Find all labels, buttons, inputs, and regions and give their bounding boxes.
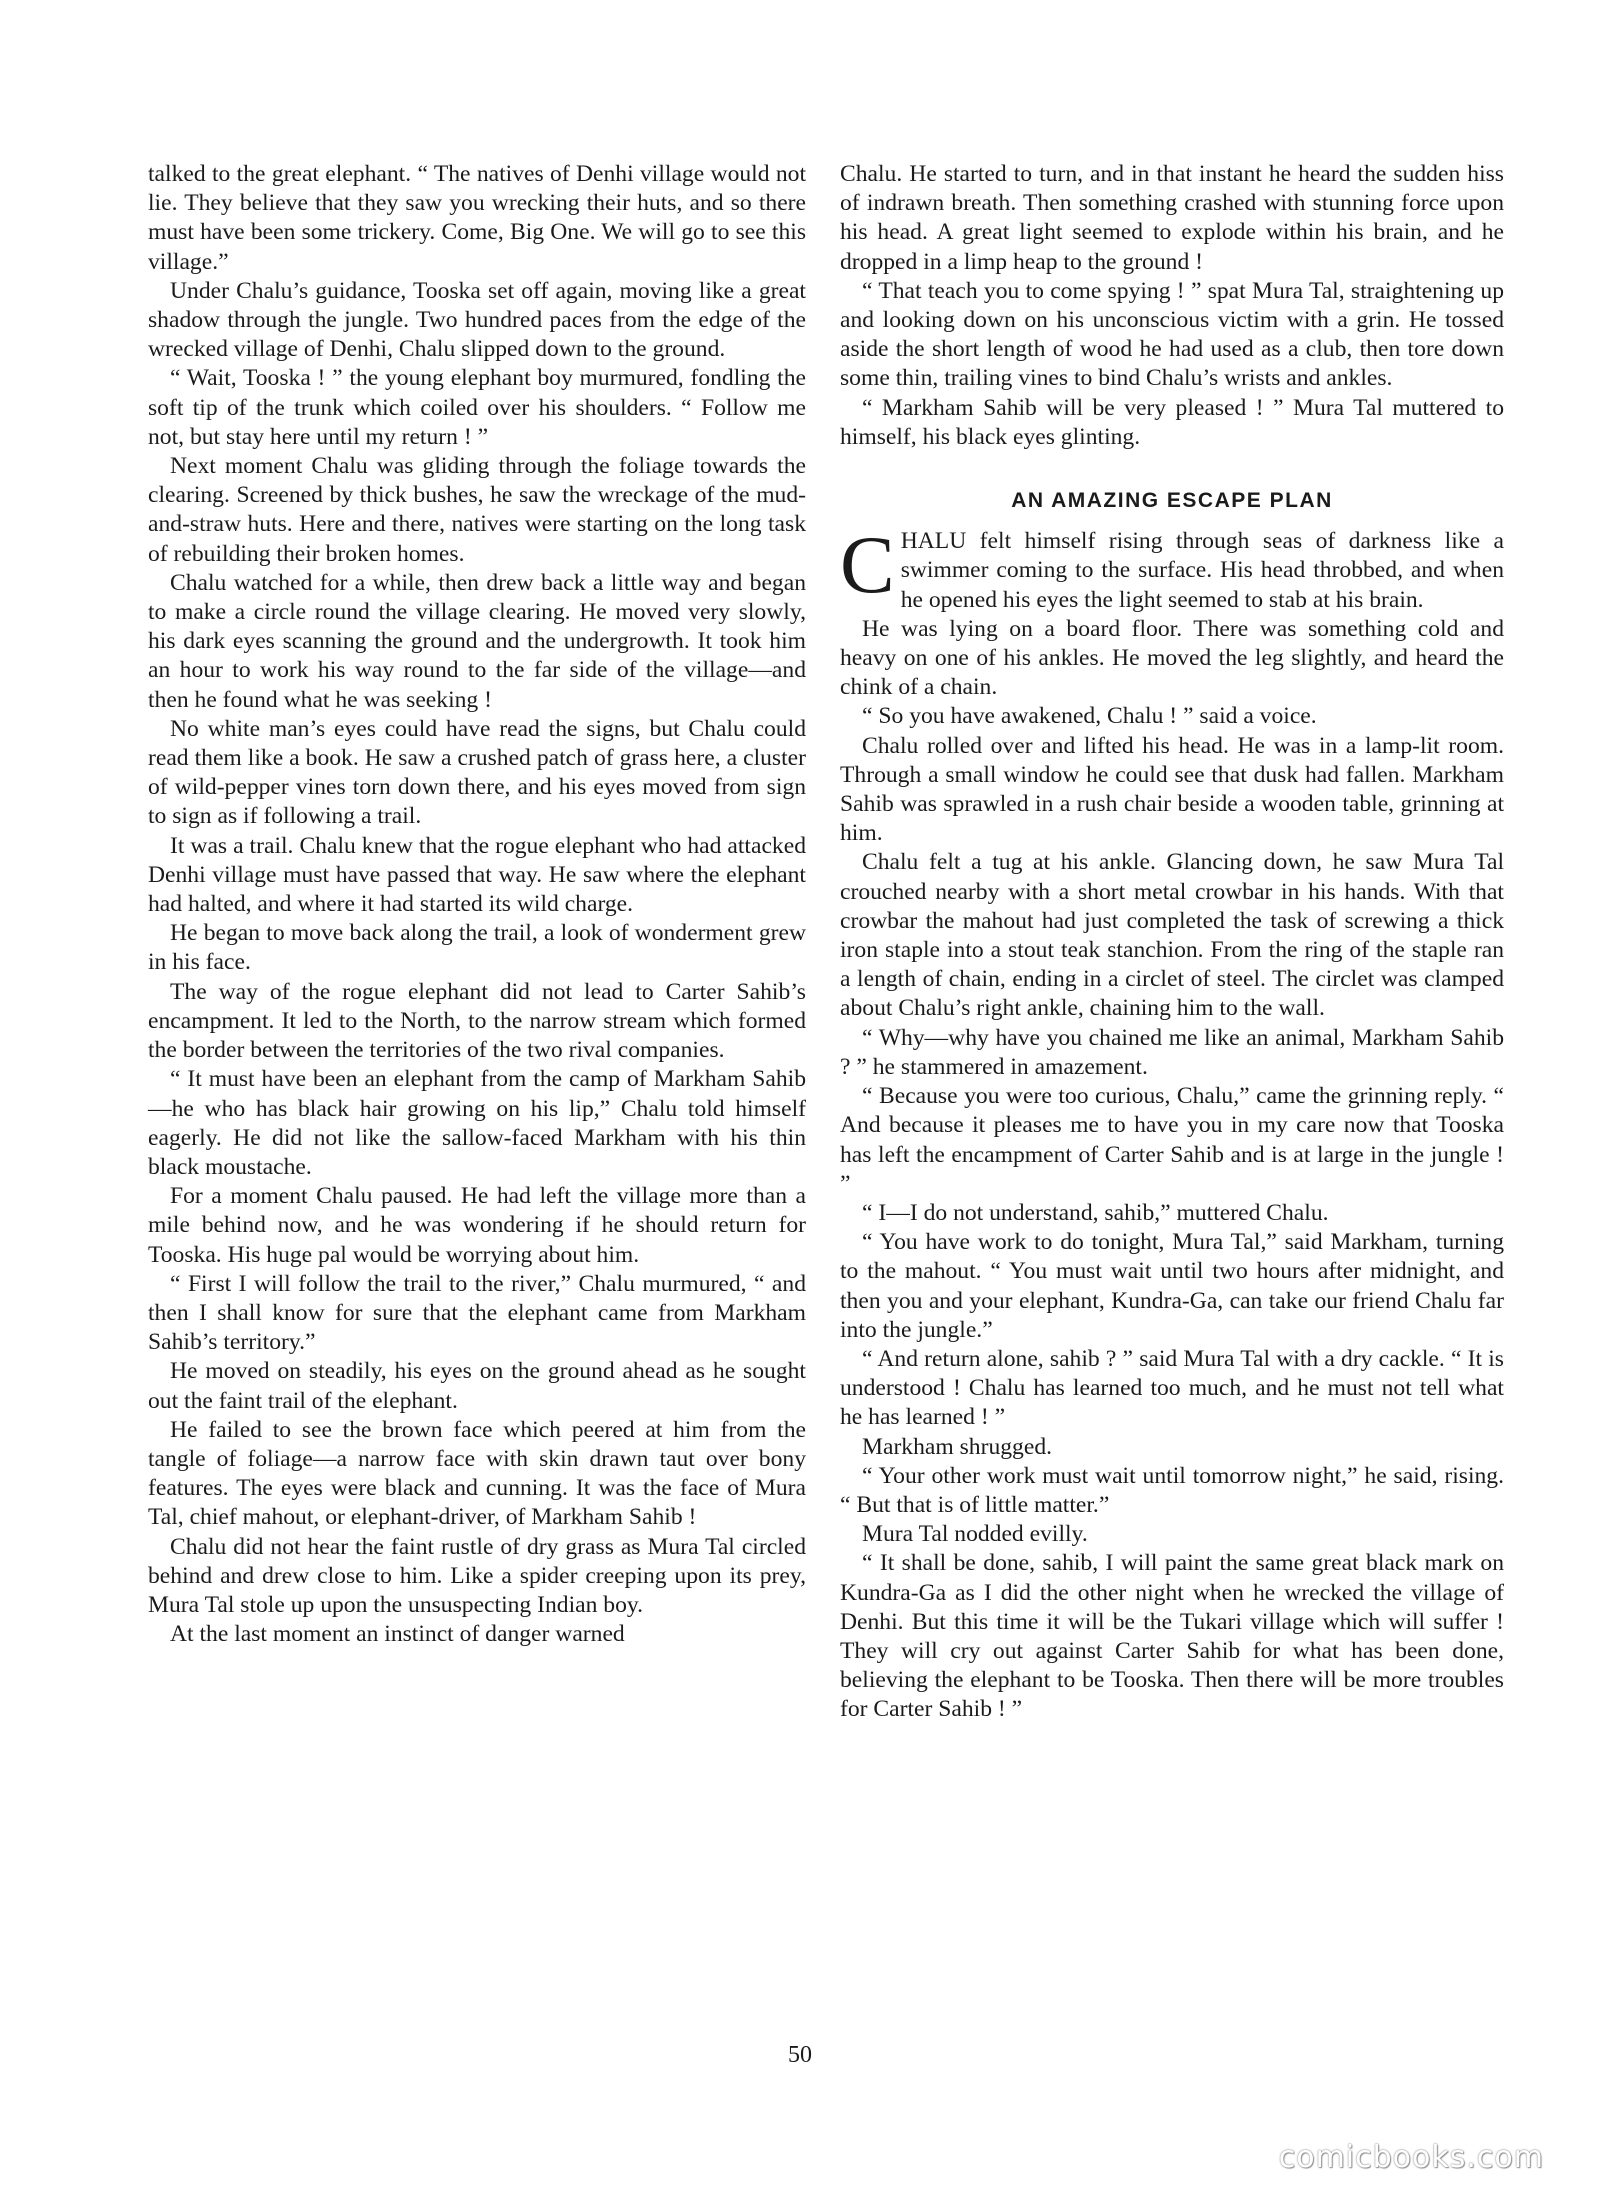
page-number: 50 bbox=[788, 2042, 812, 2068]
paragraph: Chalu watched for a while, then drew back a little way and began to make a circle round the village clearing. He moved very slowly, his dark eyes scanning the ground and the undergrowth. It took him an hour to work his way round to the far side of the village—and then he found what he was seeking ! bbox=[148, 569, 806, 713]
paragraph: “ Your other work must wait until tomorrow night,” he said, rising. “ But that is of little matter.” bbox=[840, 1462, 1504, 1518]
right-column bbox=[840, 160, 1504, 1725]
paragraph: The way of the rogue elephant did not lead to Carter Sahib’s encampment. It led to the North, to the narrow stream which formed the border between the territories of the two rival companies. bbox=[148, 978, 806, 1064]
paragraph: “ Why—why have you chained me like an animal, Markham Sahib ? ” he stammered in amazement. bbox=[840, 1024, 1504, 1080]
paragraph: “ So you have awakened, Chalu ! ” said a voice. bbox=[862, 703, 1317, 730]
paragraph: He moved on steadily, his eyes on the ground ahead as he sought out the faint trail of the elephant. bbox=[148, 1358, 806, 1414]
paragraph: It was a trail. Chalu knew that the rogue elephant who had attacked Denhi village must have passed that way. He saw where the elephant had halted, and where it had started its wild charge. bbox=[148, 832, 806, 918]
paragraph: For a moment Chalu paused. He had left the village more than a mile behind now, and he was wondering if he should return for Tooska. His huge pal would be worrying about him. bbox=[148, 1183, 806, 1268]
paragraph: He began to move back along the trail, a look of wonderment grew in his face. bbox=[148, 920, 806, 976]
watermark: comicbooks.com bbox=[1278, 2140, 1544, 2175]
paragraph: Chalu felt a tug at his ankle. Glancing down, he saw Mura Tal crouched nearby with a short metal crowbar in his hands. With that crowbar the mahout had just completed the task of screwing a thick iron staple into a stout teak stanchion. From the ring of the staple ran a length of chain, ending in a circlet of steel. The circlet was clamped about Chalu’s right ankle, chaining him to the wall. bbox=[840, 849, 1504, 1022]
paragraph: Markham shrugged. bbox=[862, 1433, 1053, 1460]
paragraph: “ You have work to do tonight, Mura Tal,” said Markham, turning to the mahout. “ You must wait until two hours after midnight, and then you and your elephant, Kundra-Ga, can take our friend Chalu far into the jungle.” bbox=[840, 1229, 1504, 1343]
paragraph: Mura Tal nodded evilly. bbox=[862, 1521, 1088, 1548]
paragraph: “ Markham Sahib will be very pleased ! ” Mura Tal muttered to himself, his black eyes glinting. bbox=[840, 394, 1504, 450]
drop-cap-paragraph bbox=[840, 519, 1504, 615]
paragraph: At the last moment an instinct of danger warned bbox=[170, 1621, 625, 1648]
paragraph: “ I—I do not understand, sahib,” muttered Chalu. bbox=[862, 1199, 1329, 1226]
paragraph: Chalu. He started to turn, and in that instant he heard the sudden hiss of indrawn breath. Then something crashed with stunning force upon his head. A great light seemed to explode within his brain, and he dropped in a limp heap to the ground ! bbox=[840, 161, 1504, 275]
paragraph: Next moment Chalu was gliding through the foliage towards the clearing. Screened by thick bushes, he saw the wreckage of the mud-and-straw huts. Here and there, natives were starting on the long task of rebuilding their broken homes. bbox=[148, 453, 806, 567]
paragraph: “ Wait, Tooska ! ” the young elephant boy murmured, fondling the soft tip of the trunk which coiled over his shoulders. “ Follow me not, but stay here until my return ! ” bbox=[148, 365, 806, 450]
left-column bbox=[148, 160, 806, 1649]
drop-cap-paragraph-text: HALU felt himself rising through seas of darkness like a swimmer coming to the surface. His head throbbed, and when he opened his eyes the light seemed to stab at his brain. bbox=[900, 528, 1504, 613]
paragraph: Chalu did not hear the faint rustle of dry grass as Mura Tal circled behind and drew close to him. Like a spider creeping upon its prey, Mura Tal stole up upon the unsuspecting Indian boy. bbox=[148, 1533, 806, 1618]
paragraph: “ That teach you to come spying ! ” spat Mura Tal, straightening up and looking down on his unconscious victim with a grin. He tossed aside the short length of wood he had used as a club, then tore down some thin, trailing vines to bind Chalu’s wrists and ankles. bbox=[840, 277, 1504, 392]
paragraph: Under Chalu’s guidance, Tooska set off again, moving like a great shadow through the jungle. Two hundred paces from the edge of the wrecked village of Denhi, Chalu slipped down to the ground. bbox=[148, 277, 806, 363]
paragraph: “ It must have been an elephant from the camp of Markham Sahib—he who has black hair growing on his lip,” Chalu told himself eagerly. He did not like the sallow-faced Markham with his thin black moustache. bbox=[148, 1066, 806, 1180]
paragraph: “ And return alone, sahib ? ” said Mura Tal with a dry cackle. “ It is understood ! Chalu has learned too much, and he must not tell what he has learned ! ” bbox=[840, 1345, 1504, 1431]
paragraph: talked to the great elephant. “ The natives of Denhi village would not lie. They believe that they saw you wrecking their huts, and so there must have been some trickery. Come, Big One. We will go to see this village.” bbox=[148, 161, 806, 275]
paragraph: Chalu rolled over and lifted his head. He was in a lamp-lit room. Through a small window he could see that dusk had fallen. Markham Sahib was sprawled in a rush chair beside a wooden table, grinning at him. bbox=[840, 732, 1504, 847]
paragraph: “ First I will follow the trail to the river,” Chalu murmured, “ and then I shall know for sure that the elephant came from Markham Sahib’s territory.” bbox=[148, 1270, 806, 1356]
right-column-bottom-text bbox=[840, 615, 1504, 1725]
drop-cap: C bbox=[840, 519, 895, 611]
paragraph: He failed to see the brown face which peered at him from the tangle of foliage—a narrow face with skin drawn taut over bony features. The eyes were black and cunning. It was the face of Mura Tal, chief mahout, or elephant-driver, of Markham Sahib ! bbox=[148, 1416, 806, 1531]
paragraph: He was lying on a board floor. There was something cold and heavy on one of his ankles. He moved the leg slightly, and heard the chink of a chain. bbox=[840, 615, 1504, 701]
section-heading: AN AMAZING ESCAPE PLAN bbox=[1011, 489, 1333, 513]
paragraph: “ It shall be done, sahib, I will paint the same great black mark on Kundra-Ga as I did the other night when he wrecked the village of Denhi. But this time it will be the Tukari village which will suffer ! They will cry out against Carter Sahib for what has been done, believing the elephant to be Tooska. Then there will be more troubles for Carter Sahib ! ” bbox=[840, 1550, 1504, 1723]
paragraph: No white man’s eyes could have read the signs, but Chalu could read them like a book. He saw a crushed patch of grass here, a cluster of wild-pepper vines torn down there, and his eyes moved from sign to sign as if following a trail. bbox=[148, 715, 806, 830]
paragraph: “ Because you were too curious, Chalu,” came the grinning reply. “ And because it pleases me to have you in my care now that Tooska has left the encampment of Carter Sahib and is at large in the jungle ! ” bbox=[840, 1083, 1504, 1197]
right-column-top-text bbox=[840, 160, 1504, 452]
